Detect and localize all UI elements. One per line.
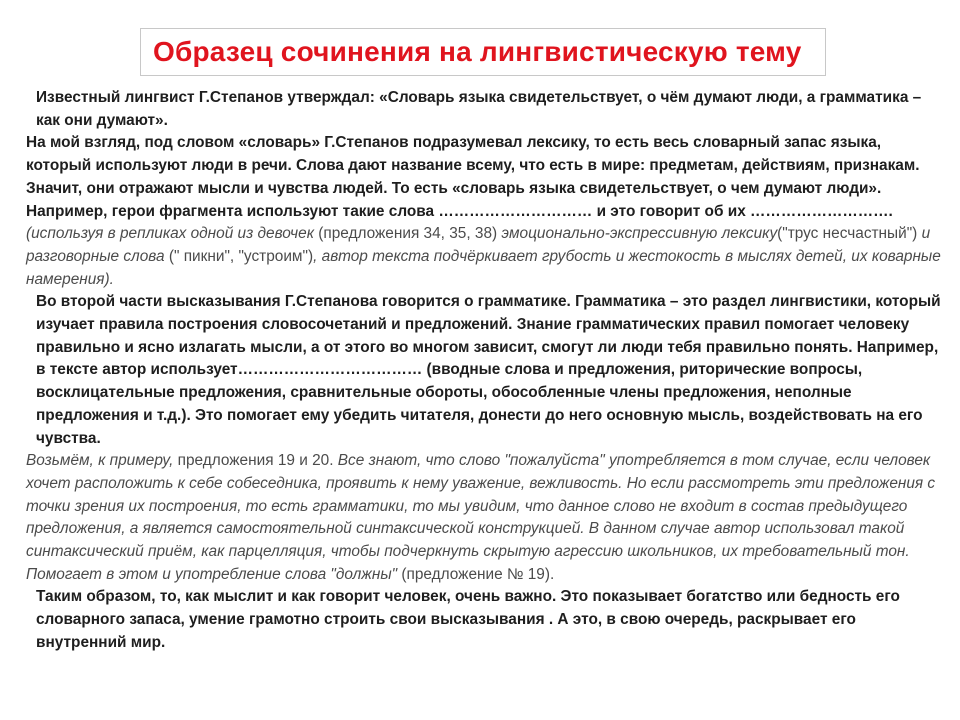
text-fragment: Возьмём, к примеру, <box>26 452 178 470</box>
paragraph-grammar: Во второй части высказывания Г.Степанова говорится о грамматике. Грамматика – это раздел лингвистики, который изучает правила построения словосочетаний и предложений. Знание грамматических правил помогает человеку правильно и ясно излагать мысли, а от этого во многом зависит, смогут ли люди тебя правильно понять. Например, в тексте автор использует……………………………… (вводные слова и предложения, риторические вопросы, восклицательные предложения, сравнительные обороты, обособленные члены предложения, неполные предложения и т.д.). Это помогает ему убедить читателя, донести до него основную мысль, воздействовать на его чувства. <box>36 293 941 447</box>
text-fragment: (предложения 34, 35, 38) <box>318 225 498 243</box>
essay-body <box>18 87 944 655</box>
paragraph-example-vocabulary <box>18 223 944 291</box>
text-fragment: (используя в репликах одной из девочек <box>26 225 319 243</box>
text-fragment: Все знают, что слово "пожалуйста" употребляется в том случае, если человек хочет расположить к себе собеседника, проявить к нему уважение, вежливость. Но если рассмотреть эти предложения с точки зрения их построения, то есть грамматики, то мы увидим, что данное слово не входит в состав предыдущего предложения, а является самостоятельной синтаксической конструкцией. В данном случае автор использовал такой синтаксический приём, как парцелляция, чтобы подчеркнуть скрытую агрессию школьников, их требовательный тон. Помогает в этом и употребление слова "должны" <box>26 452 936 583</box>
text-fragment: , автор текста подчёркивает грубость и жестокость в мыслях детей, их коварные намерения). <box>26 247 941 288</box>
text-fragment: эмоционально-экспрессивную лексику <box>497 225 778 243</box>
paragraph-example-grammar <box>18 450 944 586</box>
paragraph-conclusion: Таким образом, то, как мыслит и как говорит человек, очень важно. Это показывает богатство или бедность его словарного запаса, умение грамотно строить свои высказывания . А это, в свою очередь, раскрывает его внутренний мир. <box>36 588 900 651</box>
paragraph-vocabulary: На мой взгляд, под словом «словарь» Г.Степанов подразумевал лексику, то есть весь словарный запас языка, который используют люди в речи. Слова дают название всему, что есть в мире: предметам, действиям, признакам. Значит, они отражают мысли и чувства людей. То есть «словарь языка свидетельствует, о чем думают люди». Например, герои фрагмента используют такие слова ………………………… и это говорит об их ………………………. <box>26 134 920 220</box>
title-box <box>140 28 826 76</box>
page-title: Образец сочинения на лингвистическую тему <box>153 36 802 67</box>
text-fragment: предложения 19 и 20. <box>177 452 334 470</box>
text-fragment: (" пикни", "устроим") <box>168 247 314 265</box>
text-fragment: и разговорные слова <box>26 225 931 265</box>
paragraph-intro: Известный лингвист Г.Степанов утверждал: «Словарь языка свидетельствует, о чём думают люди, а грамматика – как они думают». <box>36 89 922 129</box>
text-fragment: ("трус несчастный") <box>777 225 918 243</box>
text-fragment: (предложение № 19). <box>397 565 555 583</box>
